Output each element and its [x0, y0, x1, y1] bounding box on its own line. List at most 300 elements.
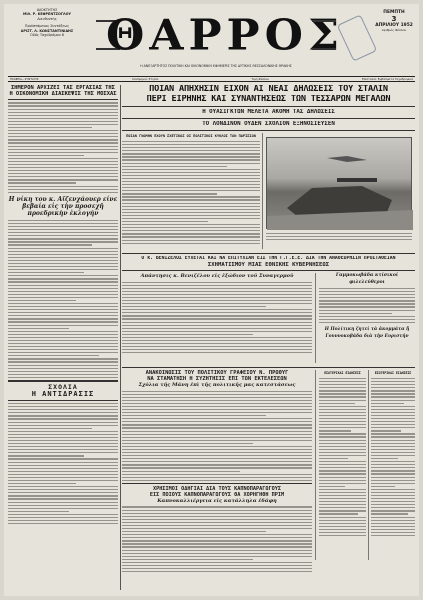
- text-line: [122, 196, 260, 197]
- text-line: [8, 449, 118, 450]
- text-line: [122, 406, 312, 407]
- section-heading: ΣΧΟΛΙΑ: [48, 383, 78, 392]
- text-line: [319, 449, 366, 450]
- text-line: [8, 130, 118, 131]
- text-line: [122, 172, 260, 173]
- newspaper-subtitle: Η ΑΝΕΞΑΡΤΗΤΟΣ ΠΟΛΙΤΙΚΗ ΚΑΙ ΟΙΚΟΝΟΜΙΚΗ ΕΦΗΜΕΡΙΣ ΤΗΣ ΔΥΤΙΚΗΣ ΘΕΣΣΑΛΟΝΙΚΗΣ ΘΡΑΚΗΣ: [140, 64, 292, 68]
- text-line: [371, 427, 415, 428]
- text-line: [8, 248, 118, 249]
- text-line: [122, 288, 312, 289]
- text-line: [122, 150, 260, 151]
- text-line: [122, 352, 312, 353]
- divider: [8, 380, 118, 382]
- text-line: [122, 184, 260, 185]
- text-line: [371, 440, 415, 441]
- text-line: [319, 455, 366, 456]
- text-line: [319, 427, 366, 428]
- text-line: [371, 464, 415, 465]
- text-line: [319, 387, 366, 388]
- text-line: [122, 474, 312, 475]
- info-bar: [8, 76, 415, 82]
- text-line: [371, 520, 415, 521]
- text-line: [122, 209, 260, 210]
- text-line: [8, 149, 118, 150]
- text-line: [122, 303, 312, 304]
- text-line: [8, 278, 118, 279]
- text-line: [371, 501, 415, 502]
- text-line: [319, 486, 345, 487]
- text-line: [122, 412, 312, 413]
- text-line: [122, 452, 312, 453]
- column-divider: [315, 273, 316, 363]
- text-line: [8, 511, 69, 512]
- text-line: [8, 474, 118, 475]
- text-line: [371, 510, 415, 511]
- text-line: [8, 508, 118, 509]
- title-ornament: [312, 20, 336, 50]
- text-line: [122, 322, 312, 323]
- text-line: [319, 498, 366, 499]
- text-line: [371, 400, 415, 401]
- remittance-label: Επιστολαί: Εμβάσματα Ταχυδρομικά: [361, 77, 413, 81]
- text-line: [122, 525, 312, 526]
- text-line: [319, 443, 366, 444]
- text-line: [8, 263, 118, 264]
- text-line: [8, 112, 118, 113]
- text-line: [122, 565, 312, 566]
- text-line: [122, 391, 312, 392]
- article-body-text: [319, 378, 366, 536]
- text-line: [122, 166, 227, 167]
- side-story-headline: Γαμμοκωβάδα κτίσικοί φιλελεύθεροι: [335, 273, 399, 285]
- text-line: [8, 176, 118, 177]
- text-line: [8, 133, 118, 134]
- text-line: [371, 390, 415, 391]
- text-line: [8, 155, 84, 156]
- text-line: [371, 535, 415, 536]
- story-headline: ΧΡΗΣΙΜΟΙ ΟΔΗΓΙΑΙ ΔΙΑ ΤΟΥΣ ΚΑΠΝΟΠΑΡΑΓΩΓΟΥΣ: [152, 485, 282, 492]
- text-line: [319, 415, 366, 416]
- text-line: [122, 315, 312, 316]
- text-line: [122, 550, 312, 551]
- text-line: [8, 179, 118, 180]
- text-line: [8, 121, 118, 122]
- text-line: [319, 297, 415, 298]
- text-line: [319, 436, 366, 437]
- text-line: [371, 517, 415, 518]
- text-line: [8, 368, 118, 369]
- text-line: [8, 334, 118, 335]
- text-line: [319, 390, 366, 391]
- text-line: [371, 421, 415, 422]
- text-line: [371, 480, 415, 481]
- text-line: [319, 316, 415, 317]
- text-line: [319, 288, 415, 289]
- text-line: [122, 553, 312, 554]
- text-line: [319, 378, 366, 379]
- text-line: [371, 504, 415, 505]
- text-line: [8, 124, 118, 125]
- text-line: [122, 243, 260, 244]
- text-line: [371, 473, 415, 474]
- divider: [8, 400, 118, 401]
- text-line: [122, 455, 312, 456]
- text-line: [319, 480, 366, 481]
- text-line: [371, 523, 415, 524]
- story-headline: Ο κ. ΒΕΝΙΖΕΛΟΣ ΕΥΧΕΤΑΙ ΚΑΙ ΝΑ ΕΠΙΤΥΧΙΑΝ ΕΙΣ ΤΗΝ Γ.Γ.Ε.Ε. ΔΙΑ ΤΗΝ ΑΝΑΘΕΩΡΗΣΙΝ ΠΡΟΣΤΑΘΕΙΑΝ: [141, 256, 396, 261]
- article-body-text: [319, 288, 415, 323]
- text-line: [319, 452, 366, 453]
- text-line: [8, 260, 118, 261]
- article-body-text: [122, 506, 312, 572]
- date-number: 3: [391, 15, 397, 23]
- text-line: [8, 523, 118, 524]
- column-divider: [368, 370, 369, 560]
- left-column: [8, 85, 118, 595]
- text-line: [8, 446, 118, 447]
- text-line: [122, 431, 312, 432]
- divider: [122, 270, 415, 271]
- text-line: [8, 489, 118, 490]
- text-line: [8, 377, 118, 378]
- text-line: [371, 498, 415, 499]
- text-line: [8, 434, 118, 435]
- text-line: [122, 458, 312, 459]
- divider: [122, 106, 415, 107]
- text-line: [371, 381, 415, 382]
- text-line: [319, 294, 415, 295]
- text-line: [371, 489, 415, 490]
- text-line: [371, 483, 415, 484]
- text-line: [122, 233, 260, 234]
- section-heading: ΕΣΩΤΕΡΙΚΑΙ ΕΙΔΗΣΕΙΣ: [324, 371, 361, 375]
- text-line: [8, 418, 118, 419]
- text-line: [122, 285, 312, 286]
- editorial-title: Η ΑΝΤΙΔΡΑΣΙΣ: [31, 390, 95, 399]
- price-label: Τιμή Φύλλου: [251, 77, 269, 81]
- text-line: [122, 562, 312, 563]
- text-line: [122, 144, 260, 145]
- text-line: [371, 387, 415, 388]
- text-line: [8, 471, 118, 472]
- divider: [122, 483, 312, 484]
- story-headline: ΠΟΙΑΝ ΓΝΩΜΗΝ ΕΧΟΥΝ ΣΧΕΤΙΚΩΣ ΟΙ ΠΟΛΙΤΙΚΟΙ ΚΥΚΛΟΙ ΤΩΝ ΠΑΡΙΣΙΩΝ: [126, 134, 256, 138]
- text-line: [8, 409, 118, 410]
- photo-caption-lines: [266, 231, 412, 242]
- text-line: [319, 396, 366, 397]
- text-line: [319, 291, 415, 292]
- text-line: [122, 418, 312, 419]
- text-line: [371, 467, 415, 468]
- text-line: [122, 437, 312, 438]
- photo-illustration: [267, 138, 413, 230]
- text-line: [8, 483, 76, 484]
- article-body-text: [122, 282, 312, 354]
- aircraft-silhouette: [327, 156, 367, 162]
- text-line: [8, 186, 118, 187]
- text-line: [319, 440, 366, 441]
- text-line: [8, 238, 118, 239]
- text-line: [8, 285, 118, 286]
- text-line: [319, 523, 366, 524]
- news-photo-aircraft-tank: [266, 137, 412, 229]
- text-line: [122, 193, 217, 194]
- text-line: [8, 281, 118, 282]
- text-line: [122, 449, 312, 450]
- text-line: [122, 559, 253, 560]
- text-line: [319, 495, 366, 496]
- text-line: [122, 415, 266, 416]
- story-subheadline: Απάντησις κ. Βενιζέλου εἰς ἐξώδιον τοῦ Συναγερμοῦ: [140, 273, 294, 279]
- text-line: [8, 428, 92, 429]
- text-line: [122, 513, 312, 514]
- text-line: [122, 434, 312, 435]
- text-line: [371, 461, 415, 462]
- lower-area: [122, 370, 415, 560]
- text-line: [122, 571, 312, 572]
- text-line: [8, 167, 118, 168]
- text-line: [122, 480, 312, 481]
- text-line: [319, 418, 366, 419]
- text-line: [371, 384, 415, 385]
- article-body-text: [122, 391, 312, 481]
- text-line: [319, 517, 366, 518]
- masthead-title-box: [96, 6, 345, 66]
- story-subheadline: Σχόλια τῆς Μάνη ἐπὶ τῆς πολιτικῆς μας κατεστάσεως: [138, 382, 296, 388]
- text-line: [8, 220, 118, 221]
- text-line: [122, 169, 260, 170]
- text-line: [122, 510, 312, 511]
- text-line: [122, 312, 312, 313]
- text-line: [371, 470, 415, 471]
- text-line: [8, 170, 118, 171]
- text-line: [319, 393, 366, 394]
- text-line: [122, 409, 312, 410]
- offices-label: ΓΡΑΦΕΙΑ—ΣΥΝΤΑΞΙΣ:: [10, 77, 40, 81]
- text-line: [8, 403, 118, 404]
- text-line: [122, 331, 312, 332]
- text-line: [122, 175, 260, 176]
- text-line: [122, 306, 266, 307]
- text-line: [371, 529, 415, 530]
- text-line: [8, 306, 118, 307]
- text-line: [8, 440, 118, 441]
- text-line: [122, 215, 260, 216]
- text-line: [8, 425, 118, 426]
- text-line: [122, 464, 312, 465]
- text-line: [122, 227, 260, 228]
- text-line: [122, 147, 260, 148]
- text-line: [8, 486, 118, 487]
- venizelos-story-area: [122, 273, 415, 365]
- article-body-text: [371, 378, 415, 536]
- text-line: [8, 173, 118, 174]
- text-line: [8, 158, 118, 159]
- text-line: [319, 322, 415, 323]
- text-line: [122, 424, 312, 425]
- text-line: [8, 136, 118, 137]
- text-line: [8, 437, 118, 438]
- text-line: [8, 358, 118, 359]
- text-line: [122, 340, 312, 341]
- publisher-line: Διευθυντής: [37, 16, 57, 21]
- text-line: [8, 361, 118, 362]
- text-line: [8, 315, 118, 316]
- text-line: [122, 568, 312, 569]
- text-line: [122, 534, 312, 535]
- text-line: [371, 455, 415, 456]
- text-line: [122, 461, 312, 462]
- text-line: [122, 337, 312, 338]
- text-line: [319, 529, 366, 530]
- text-line: [319, 513, 358, 514]
- text-line: [122, 212, 260, 213]
- text-line: [122, 221, 208, 222]
- news-brief-column: [319, 370, 366, 538]
- text-line: [8, 115, 118, 116]
- text-line: [371, 406, 415, 407]
- text-line: [122, 282, 312, 283]
- text-line: [371, 477, 415, 478]
- lead-story-column: [122, 133, 260, 246]
- text-line: [8, 127, 92, 128]
- text-line: [319, 526, 366, 527]
- lead-story-area: [122, 133, 415, 251]
- text-line: [8, 349, 118, 350]
- text-line: [319, 406, 366, 407]
- text-line: [319, 400, 366, 401]
- divider: [122, 367, 415, 368]
- text-line: [319, 470, 366, 471]
- text-line: [8, 492, 118, 493]
- text-line: [122, 440, 312, 441]
- issue-number-label: Αριθμός Φύλλου: [381, 28, 407, 32]
- article-body-text: [122, 141, 260, 244]
- text-line: [319, 467, 366, 468]
- text-line: [8, 118, 118, 119]
- story-headline-line2: ΝΑ ΣΤΑΜΑΤΗΣΗ Η ΣΥΖΗΤΗΣΙΣ ΕΠΙ ΤΩΝ ΕΚΤΕΛΕΣΕΩΝ: [147, 376, 287, 382]
- text-line: [8, 340, 118, 341]
- text-line: [8, 365, 118, 366]
- text-line: [122, 156, 260, 157]
- divider: [8, 99, 118, 100]
- text-line: [8, 182, 76, 183]
- text-line: [8, 374, 118, 375]
- text-line: [371, 378, 415, 379]
- text-line: [319, 501, 366, 502]
- newspaper-title: ΘΑΡΡΟΣ: [106, 11, 345, 60]
- lead-headline-line2: ΠΕΡΙ ΕΙΡΗΝΗΣ ΚΑΙ ΣΥΝΑΝΤΗΣΕΩΣ ΤΩΝ ΤΕΣΣΑΡΩΝ ΜΕΓΑΛΩΝ: [146, 94, 391, 104]
- text-line: [122, 397, 312, 398]
- text-line: [8, 152, 118, 153]
- text-line: [371, 443, 415, 444]
- text-line: [8, 235, 118, 236]
- article-body-text: [8, 220, 118, 378]
- text-line: [8, 251, 118, 252]
- text-line: [319, 464, 366, 465]
- text-line: [319, 303, 415, 304]
- text-line: [319, 300, 415, 301]
- story-headline: ΑΝΑΚΟΙΝΩΣΙΣ ΤΟΥ ΠΟΛΙΤΙΚΟΥ ΓΡΑΦΕΙΟΥ Ν. ΠΡΩΘΥΓ: [145, 370, 289, 376]
- text-line: [122, 318, 312, 319]
- lead-subheadline: ΤΟ ΛΟΝΔΙΝΟΝ ΟΥΔΕΝ ΣΧΟΛΙΟΝ ΕΞΗΝΟΣΙΕΥΣΕΝ: [202, 121, 335, 127]
- text-line: [319, 510, 366, 511]
- date-box: [372, 10, 416, 32]
- text-line: [319, 477, 366, 478]
- text-line: [8, 514, 118, 515]
- text-line: [122, 477, 312, 478]
- side-story-headline: Η Πολίτικη ζητεί τὰ ἀκομμάτα ἤ Γουννοκοβάδα διὰ τὴν Ευριστήν: [324, 327, 410, 339]
- text-line: [371, 393, 415, 394]
- text-line: [8, 502, 118, 503]
- text-line: [319, 473, 366, 474]
- text-line: [122, 334, 253, 335]
- text-line: [8, 161, 118, 162]
- text-line: [371, 452, 415, 453]
- publisher-line: ΑΡΙΣΤ. Λ. ΚΩΝΣΤΑΝΤΙΝΙΔΗΣ: [20, 28, 74, 33]
- text-line: [122, 471, 240, 472]
- text-line: [319, 306, 415, 307]
- text-line: [122, 240, 260, 241]
- text-line: [8, 146, 118, 147]
- text-line: [371, 436, 415, 437]
- text-line: [319, 424, 366, 425]
- lower-main-column: [122, 370, 312, 574]
- publisher-line: Οδός Ταχυδρόμου 8: [30, 33, 64, 38]
- text-line: [122, 206, 260, 207]
- text-line: [122, 537, 312, 538]
- text-line: [122, 297, 312, 298]
- text-line: [371, 532, 415, 533]
- text-line: [122, 199, 260, 200]
- text-line: [8, 495, 118, 496]
- text-line: [8, 337, 118, 338]
- text-line: [122, 540, 312, 541]
- text-line: [8, 517, 118, 518]
- text-line: [371, 513, 408, 514]
- tank-cannon: [337, 178, 377, 182]
- story-subheadline: Καπνοκαλλιέργεια εἰς κατάλληλα ἐδάφη: [157, 497, 277, 504]
- text-line: [122, 291, 312, 292]
- text-line: [122, 203, 260, 204]
- text-line: [319, 412, 366, 413]
- text-line: [371, 418, 415, 419]
- text-line: [8, 257, 118, 258]
- text-line: [8, 226, 118, 227]
- text-line: [8, 321, 118, 322]
- text-line: [8, 223, 118, 224]
- text-line: [319, 403, 355, 404]
- section-heading: ΕΣΩΤΕΡΙΚΑΙ ΕΙΔΗΣΕΙΣ: [374, 371, 412, 375]
- text-line: [122, 141, 260, 142]
- text-line: [8, 229, 118, 230]
- text-line: [122, 190, 260, 191]
- text-line: [371, 507, 415, 508]
- text-line: [319, 520, 366, 521]
- text-line: [122, 328, 312, 329]
- article-headline: ΣΗΜΕΡΟΝ ΑΡΧΙΖΕΙ ΤΑΣ ΕΡΓΑΣΙΑΣ ΤΗΣ Η ΟΙΚΟΝΟΜΙΚΗ ΔΙΑΣΚΕΨΙΣ ΤΗΣ ΜΟΣΧΑΣ: [9, 85, 117, 98]
- text-line: [8, 254, 118, 255]
- text-line: [371, 412, 415, 413]
- venizelos-story-column: [122, 273, 312, 355]
- text-line: [8, 458, 118, 459]
- text-line: [8, 294, 118, 295]
- text-line: [8, 477, 118, 478]
- ground: [267, 210, 413, 230]
- text-line: [122, 443, 253, 444]
- text-line: [371, 415, 415, 416]
- text-line: [8, 269, 118, 270]
